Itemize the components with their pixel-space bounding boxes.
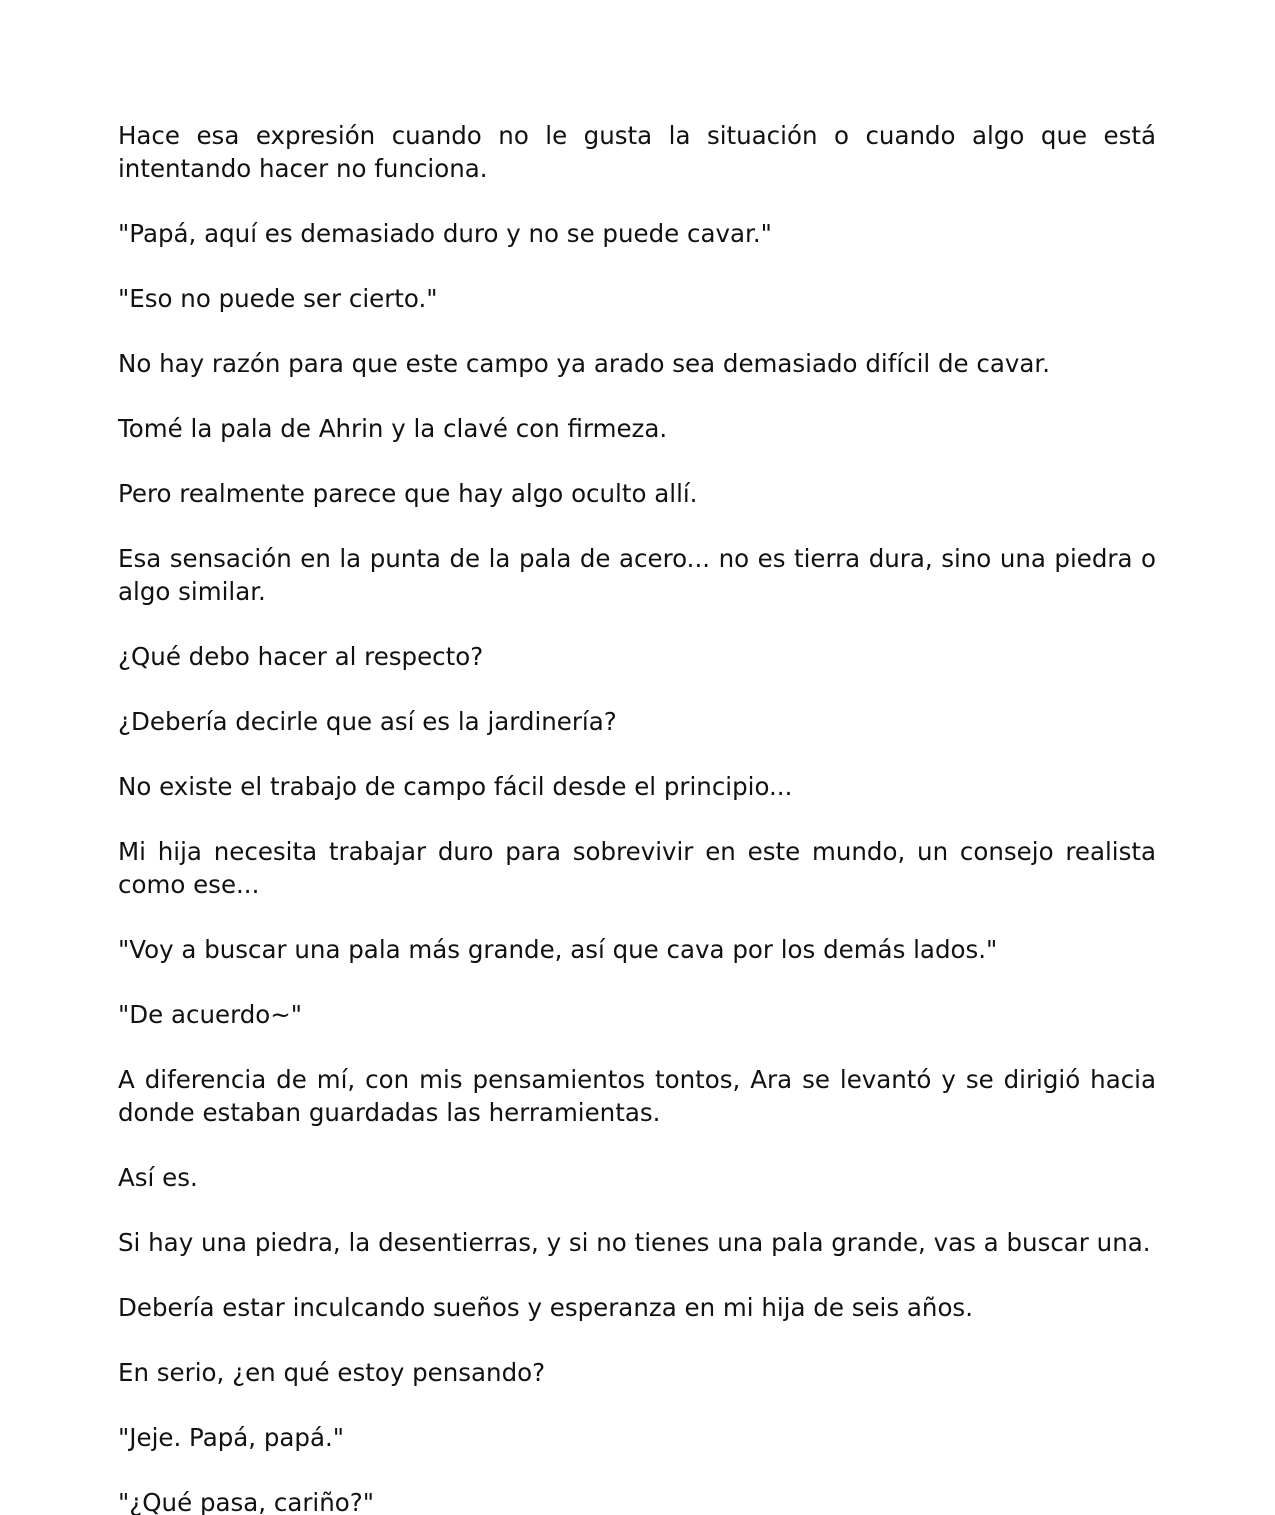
paragraph: ¿Qué debo hacer al respecto? [118,642,484,671]
paragraph: "Papá, aquí es demasiado duro y no se puede cavar." [118,219,772,248]
paragraph: Hace esa expresión cuando no le gusta la situación o cuando algo que está intentando hacer no funciona. [118,121,1156,183]
paragraph: "Jeje. Papá, papá." [118,1423,345,1452]
paragraph: "Eso no puede ser cierto." [118,284,438,313]
paragraph: Mi hija necesita trabajar duro para sobrevivir en este mundo, un consejo realista como ese... [118,837,1156,899]
paragraph: "¿Qué pasa, cariño?" [118,1488,375,1515]
paragraph: A diferencia de mí, con mis pensamientos tontos, Ara se levantó y se dirigió hacia donde estaban guardadas las herramientas. [118,1065,1156,1127]
paragraph: "Voy a buscar una pala más grande, así que cava por los demás lados." [118,935,998,964]
paragraph: Debería estar inculcando sueños y esperanza en mi hija de seis años. [118,1293,973,1322]
paragraph: ¿Debería decirle que así es la jardinería? [118,707,617,736]
paragraph: Pero realmente parece que hay algo oculto allí. [118,479,698,508]
paragraph: Tomé la pala de Ahrin y la clavé con firmeza. [118,414,668,443]
paragraph: "De acuerdo~" [118,1000,303,1029]
paragraph: No existe el trabajo de campo fácil desde el principio... [118,772,793,801]
document-body [118,119,1156,1515]
paragraph: Esa sensación en la punta de la pala de acero... no es tierra dura, sino una piedra o algo similar. [118,544,1156,606]
paragraph: En serio, ¿en qué estoy pensando? [118,1358,546,1387]
paragraph: Si hay una piedra, la desentierras, y si no tienes una pala grande, vas a buscar una. [118,1228,1151,1257]
paragraph: Así es. [118,1163,198,1192]
paragraph: No hay razón para que este campo ya arado sea demasiado difícil de cavar. [118,349,1051,378]
